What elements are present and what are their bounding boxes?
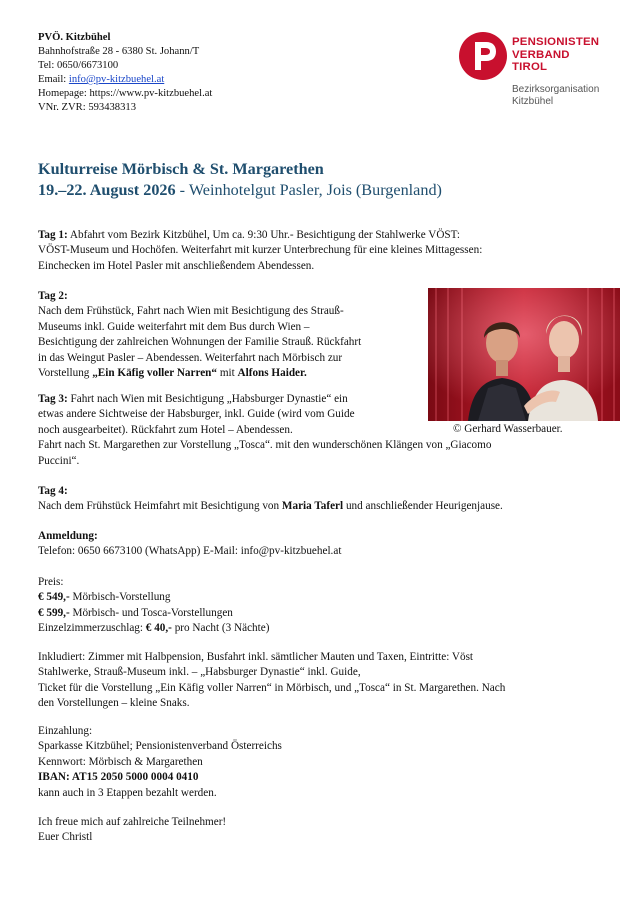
homepage: Homepage: https://www.pv-kitzbuehel.at [38, 88, 213, 99]
day-3-line-3: noch ausgearbeitet). Rückfahrt zum Hotel – Abendessen. [38, 423, 293, 436]
day-4-line [38, 499, 618, 514]
closing-signature: Euer Christl [38, 831, 93, 844]
registration-text: Telefon: 0650 6673100 (WhatsApp) E-Mail: info@pv-kitzbuehel.at [38, 545, 342, 558]
zvr-number: VNr. ZVR: 593438313 [38, 102, 136, 113]
day-4-place: Maria Taferl [281, 500, 344, 513]
email-link[interactable]: info@pv-kitzbuehel.at [68, 74, 165, 85]
day-2-line-4: in das Weingut Pasler – Abendessen. Weiterfahrt nach Mörbisch zur [38, 351, 343, 364]
title-line-2 [38, 180, 442, 201]
org-name: PVÖ. Kitzbühel [38, 32, 111, 43]
title-location: - Weinhotelgut Pasler, Jois (Burgenland) [175, 181, 442, 199]
included-line-3: Ticket für die Vorstellung „Ein Käfig voller Narren“ in Mörbisch, und „Tosca“ in St. Margarethen. Nach [38, 681, 506, 694]
title-date: 19.–22. August 2026 [38, 181, 176, 199]
price-2-amount: € 599,- [38, 606, 70, 619]
day-1-line-3: Einchecken im Hotel Pasler mit anschließendem Abendessen. [38, 259, 315, 272]
email-label: Email: [38, 74, 69, 85]
closing-line-1: Ich freue mich auf zahlreiche Teilnehmer! [38, 816, 227, 828]
phone: Tel: 0650/6673100 [38, 60, 119, 71]
prices-section [38, 575, 618, 637]
day-1-line-1 [38, 228, 618, 243]
price-2-text: Mörbisch- und Tosca-Vorstellungen [69, 606, 233, 619]
price-row-2 [38, 606, 618, 621]
day-4-label: Tag 4: [38, 485, 68, 497]
single-room-pre: Einzelzimmerzuschlag: [38, 622, 146, 635]
day-1-line-2: VÖST-Museum und Hochöfen. Weiterfahrt mit kurzer Unterbrechung für eine kleines Mittagessen: [38, 244, 483, 257]
email-row [38, 73, 212, 87]
price-row-1 [38, 590, 618, 605]
included-section [38, 650, 618, 712]
payment-iban: IBAN: AT15 2050 5000 0004 0410 [38, 771, 199, 784]
day-1-text-1: Abfahrt vom Bezirk Kitzbühel, Um ca. 9:30 Uhr.- Besichtigung der Stahlwerke VÖST: [67, 229, 461, 241]
included-line-4: den Vorstellungen – kleine Snaks. [38, 697, 190, 710]
single-room-amount: € 40,- [145, 622, 172, 635]
day-4-section [38, 484, 618, 515]
logo-sub-2: Kitzbühel [512, 96, 554, 107]
page-title [38, 159, 442, 201]
price-1-text: Mörbisch-Vorstellung [69, 591, 171, 604]
day-2-vorstellung: Vorstellung [38, 367, 93, 380]
day-2-line-3: Besichtigung der zahlreichen Wohnungen der Familie Strauß. Rückfahrt [38, 336, 362, 349]
day-1-label: Tag 1: [38, 229, 68, 241]
payment-keyword: Kennwort: Mörbisch & Margarethen [38, 755, 203, 768]
closing-section [38, 815, 618, 846]
day-2-actor: Alfons Haider. [237, 367, 307, 380]
day-4-pre: Nach dem Frühstück Heimfahrt mit Besichtigung von [38, 500, 282, 513]
logo-sub-1: Bezirksorganisation [512, 84, 600, 95]
payment-section [38, 724, 618, 801]
logo-subtitle [512, 84, 599, 108]
contact-block [38, 31, 212, 115]
day-2-line-1: Nach dem Frühstück, Fahrt nach Wien mit Besichtigung des Strauß- [38, 305, 344, 318]
day-3-label: Tag 3: [38, 393, 68, 405]
payment-label: Einzahlung: [38, 725, 93, 737]
address: Bahnhofstraße 28 - 6380 St. Johann/T [38, 46, 200, 57]
logo-line-3: TIROL [512, 61, 548, 74]
day-3-text-1: Fahrt nach Wien mit Besichtigung „Habsburger Dynastie“ ein [67, 393, 348, 405]
logo-line-2: VERBAND [512, 48, 570, 61]
included-line-2: Stahlwerke, Strauß-Museum inkl. – „Habsburger Dynastie“ inkl. Guide, [38, 666, 361, 679]
day-2-show: „Ein Käfig voller Narren“ [92, 367, 218, 380]
day-1-section [38, 228, 618, 274]
registration-section [38, 529, 618, 560]
single-room-row [38, 621, 618, 636]
day-3-line-2: etwas andere Sichtweise der Habsburger, inkl. Guide (wird vom Guide [38, 408, 355, 421]
payment-bank: Sparkasse Kitzbühel; Pensionistenverband Österreichs [38, 740, 282, 753]
photo-credit: © Gerhard Wasserbauer. [453, 423, 563, 435]
price-1-amount: € 549,- [38, 591, 70, 604]
day-2-with: mit [217, 367, 238, 380]
included-line-1: Inkludiert: Zimmer mit Halbpension, Busfahrt inkl. sämtlicher Mauten und Taxen, Eintritte: Vöst [38, 651, 474, 663]
day-2-section [38, 289, 428, 381]
prices-label: Preis: [38, 576, 64, 588]
day-3-line-1 [38, 392, 618, 407]
day-2-line-5 [38, 366, 428, 381]
logo-line-1: PENSIONISTEN [512, 36, 600, 48]
day-3-line-5: Puccini“. [38, 454, 80, 467]
day-2-label: Tag 2: [38, 290, 68, 302]
title-line-1: Kulturreise Mörbisch & St. Margarethen [38, 160, 324, 178]
day-2-line-2: Museums inkl. Guide weiterfahrt mit dem Bus durch Wien – [38, 320, 310, 333]
payment-note: kann auch in 3 Etappen bezahlt werden. [38, 786, 217, 799]
logo-wordmark [512, 36, 599, 74]
registration-label: Anmeldung: [38, 530, 98, 542]
day-3-section [38, 392, 618, 469]
day-4-post: und anschließender Heurigenjause. [343, 500, 503, 513]
day-3-line-4: Fahrt nach St. Margarethen zur Vorstellung „Tosca“. mit den wunderschönen Klängen von „Giacomo [38, 439, 492, 452]
pensionistenverband-logo-icon [458, 30, 508, 82]
single-room-post: pro Nacht (3 Nächte) [171, 622, 270, 635]
